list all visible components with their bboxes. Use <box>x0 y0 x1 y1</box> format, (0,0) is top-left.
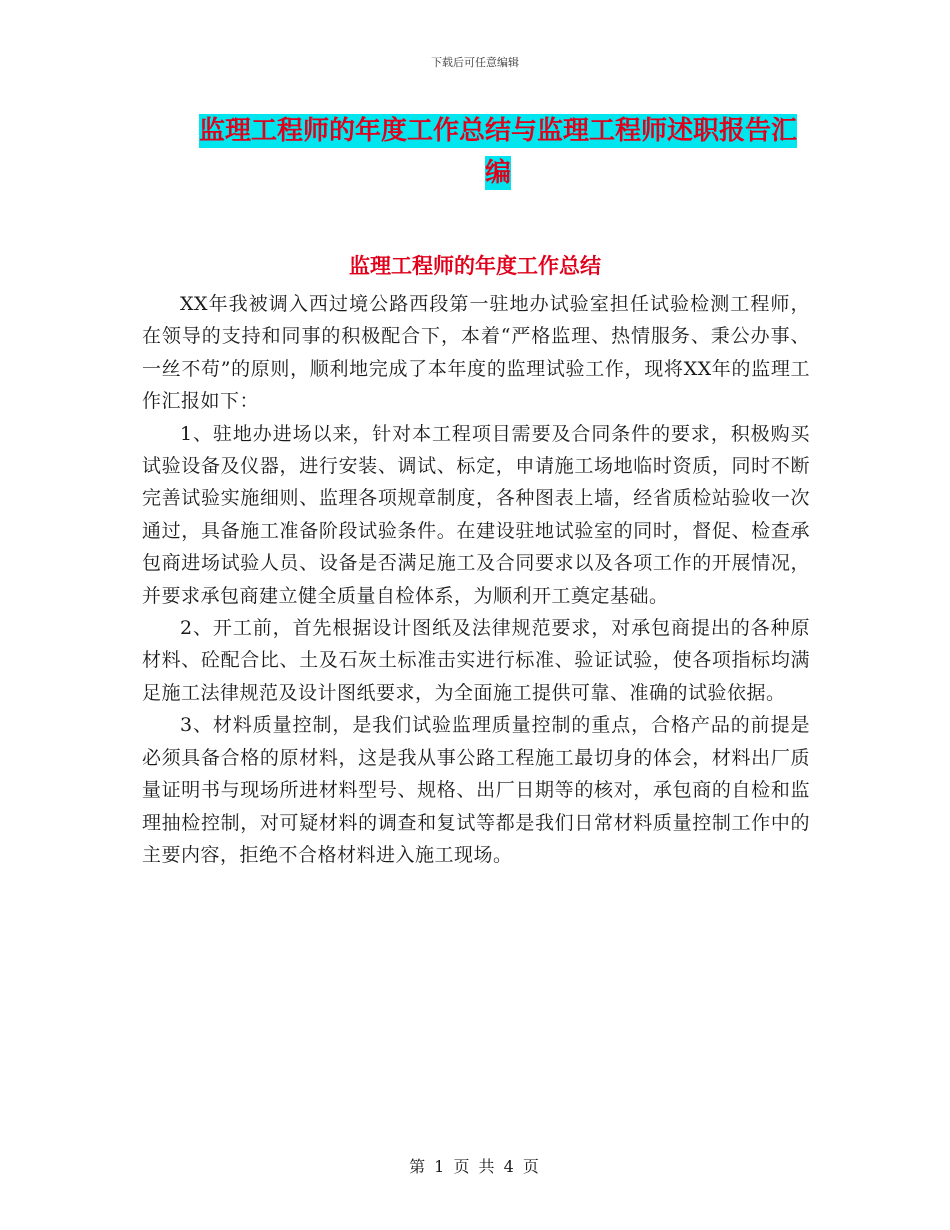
paragraph-2: 2、开工前，首先根据设计图纸及法律规范要求，对承包商提出的各种原材料、砼配合比、土及石灰土标准击实进行标准、验证试验，使各项指标均满足施工法律规范及设计图纸要求，为全面施工提供可靠、准确的试验依据。 <box>142 617 810 704</box>
paragraph-1: 1、驻地办进场以来，针对本工程项目需要及合同条件的要求，积极购买试验设备及仪器，进行安装、调试、标定，申请施工场地临时资质，同时不断完善试验实施细则、监理各项规章制度，各种图表上墙，经省质检站验收一次通过，具备施工准备阶段试验条件。在建设驻地试验室的同时，督促、检查承包商进场试验人员、设备是否满足施工及合同要求以及各项工作的开展情况，并要求承包商建立健全质量自检体系，为顺利开工奠定基础。 <box>142 422 810 607</box>
paragraph-3: 3、材料质量控制，是我们试验监理质量控制的重点，合格产品的前提是必须具备合格的原材料，这是我从事公路工程施工最切身的体会，材料出厂质量证明书与现场所进材料型号、规格、出厂日期等的核对，承包商的自检和监理抽检控制，对可疑材料的调查和复试等都是我们日常材料质量控制工作中的主要内容，拒绝不合格材料进入施工现场。 <box>142 714 810 866</box>
document-title-text: 监理工程师的年度工作总结与监理工程师述职报告汇编 <box>198 116 797 188</box>
section-title: 监理工程师的年度工作总结 <box>349 254 601 278</box>
document-title <box>192 110 804 194</box>
paragraph-intro: XX年我被调入西过境公路西段第一驻地办试验室担任试验检测工程师，在领导的支持和同事的积极配合下，本着“严格监理、热情服务、秉公办事、一丝不苟”的原则，顺利地完成了本年度的监理试验工作，现将XX年的监理工作汇报如下： <box>142 293 810 413</box>
page-number-footer: 第 1 页 共 4 页 <box>409 1157 541 1176</box>
header-note: 下载后可任意编辑 <box>431 56 519 69</box>
document-body <box>142 288 810 871</box>
